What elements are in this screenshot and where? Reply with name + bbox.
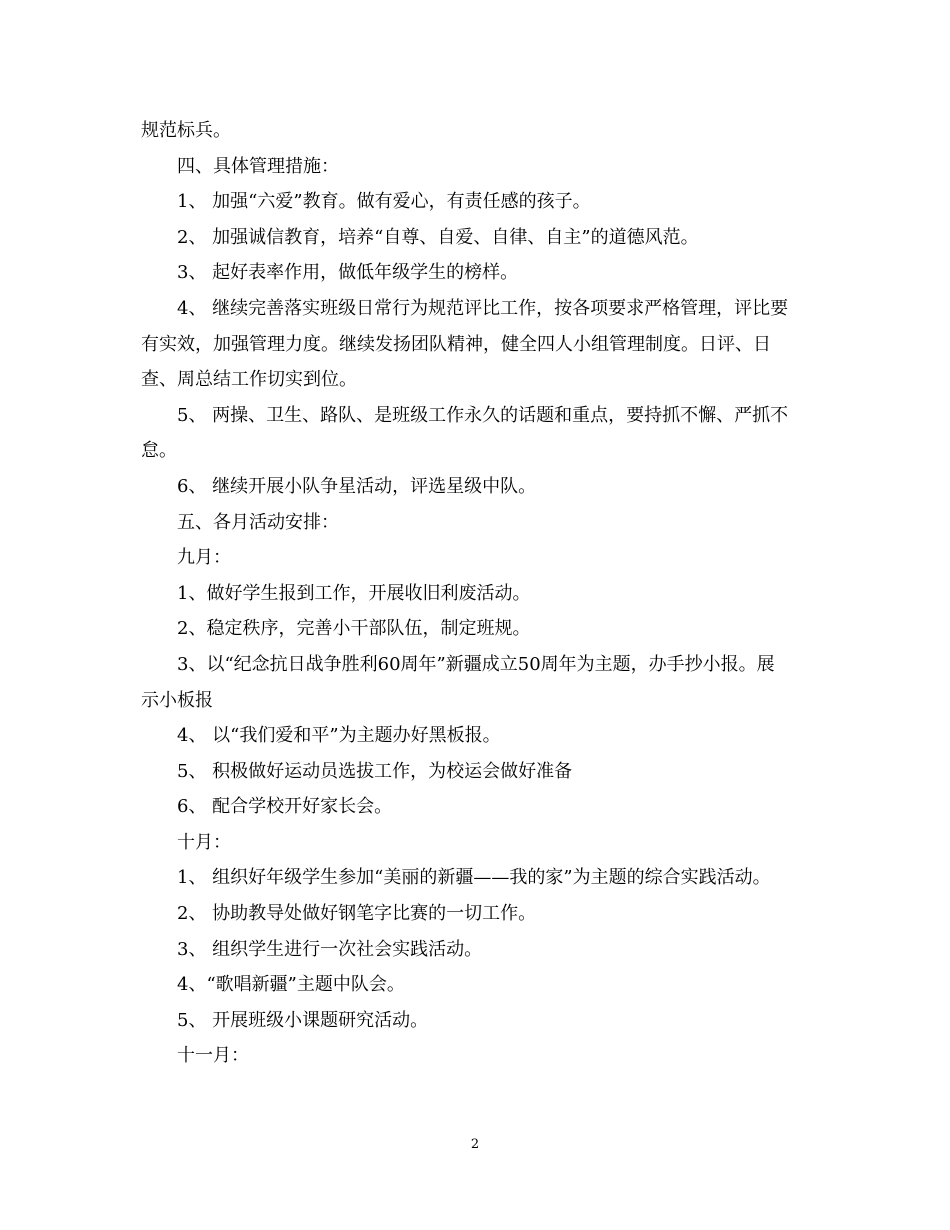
text-line: 2、稳定秩序，完善小干部队伍，制定班规。 [177, 618, 531, 640]
text-line: 1、 组织好年级学生参加“美丽的新疆——我的家”为主题的综合实践活动。 [177, 867, 771, 889]
text-line: 5、 开展班级小课题研究活动。 [177, 1009, 429, 1031]
text-line: 1、做好学生报到工作，开展收旧利废活动。 [177, 582, 531, 604]
month-heading: 十一月： [177, 1045, 249, 1067]
text-line: 有实效，加强管理力度。继续发扬团队精神，健全四人小组管理制度。日评、日 [141, 333, 771, 355]
text-line: 4、 继续完善落实班级日常行为规范评比工作，按各项要求严格管理，评比要 [177, 297, 789, 319]
text-line: 示小板报 [141, 689, 213, 711]
text-line: 5、 两操、卫生、路队、是班级工作永久的话题和重点，要持抓不懈、严抓不 [177, 404, 789, 426]
page-number: 2 [470, 1137, 480, 1152]
text-line: 查、周总结工作切实到位。 [141, 369, 357, 391]
text-line: 2、 协助教导处做好钢笔字比赛的一切工作。 [177, 903, 537, 925]
text-line: 1、 加强“六爱”教育。做有爱心，有责任感的孩子。 [177, 191, 591, 213]
text-line: 6、 配合学校开好家长会。 [177, 796, 393, 818]
text-line: 3、以“纪念抗日战争胜利60周年”新疆成立50周年为主题，办手抄小报。展 [177, 653, 775, 675]
text-line: 怠。 [141, 440, 177, 462]
text-line: 4、“歌唱新疆”主题中队会。 [177, 974, 405, 996]
text-line: 规范标兵。 [141, 120, 231, 141]
text-line: 3、 起好表率作用，做低年级学生的榜样。 [177, 262, 519, 284]
text-line: 3、 组织学生进行一次社会实践活动。 [177, 938, 483, 960]
month-heading: 九月： [177, 547, 231, 569]
text-line: 5、 积极做好运动员选拔工作，为校运会做好准备 [177, 760, 573, 782]
text-line: 4、 以“我们爱和平”为主题办好黑板报。 [177, 725, 501, 747]
section-heading: 四、具体管理措施： [177, 155, 339, 177]
document-body [141, 113, 809, 1074]
text-line: 6、 继续开展小队争星活动，评选星级中队。 [177, 475, 537, 497]
text-line: 2、 加强诚信教育，培养“自尊、自爱、自律、自主”的道德风范。 [177, 226, 699, 248]
month-heading: 十月： [177, 831, 231, 853]
section-heading: 五、各月活动安排： [177, 511, 339, 533]
